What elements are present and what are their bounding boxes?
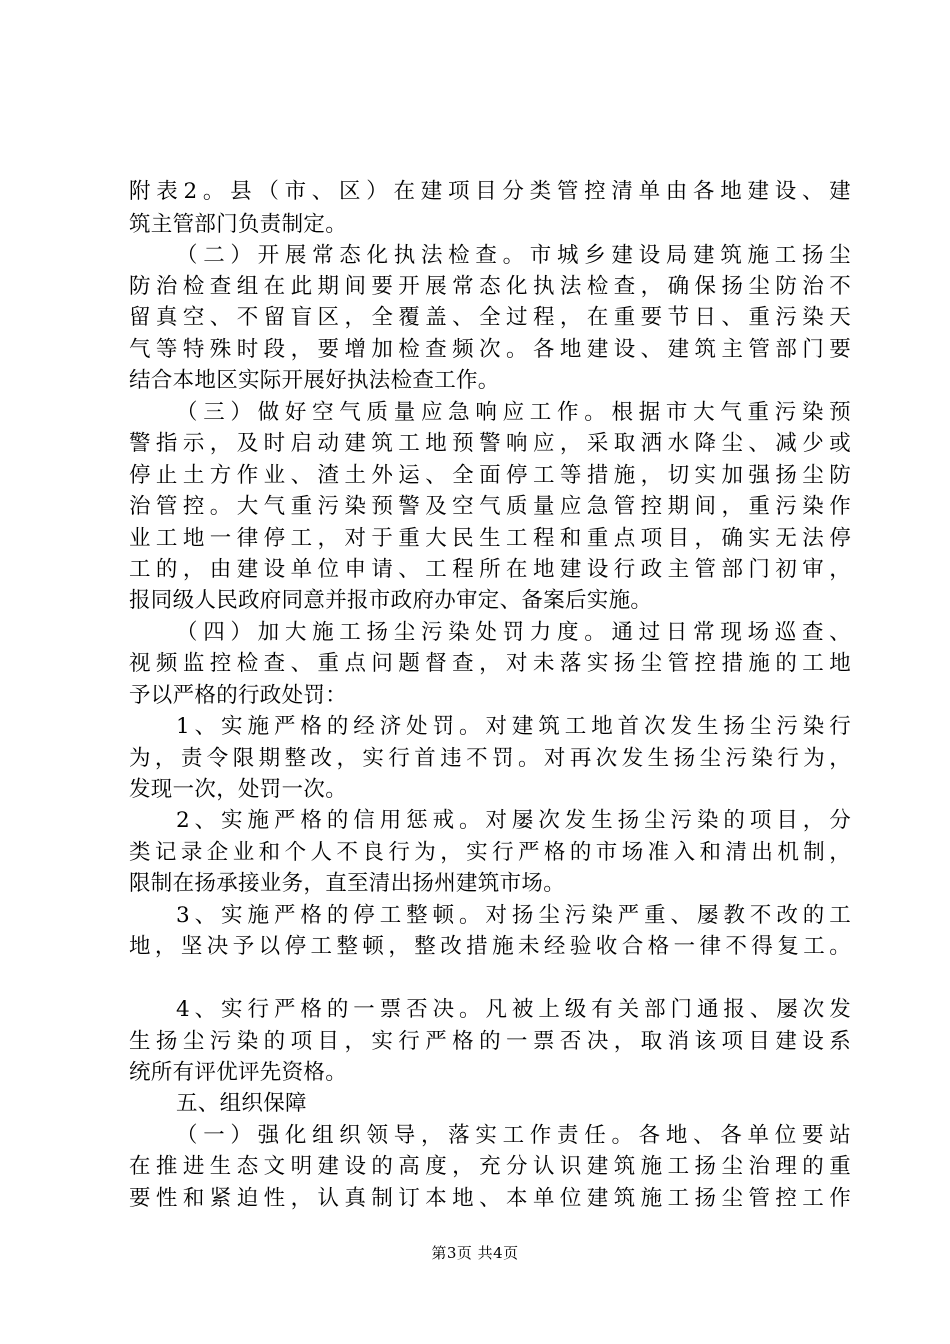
text-line: 统所有评优评先资格。 [129, 1060, 348, 1085]
text-line: 留真空、不留盲区，全覆盖、全过程，在重要节日、重污染天 [129, 305, 851, 330]
section-heading: 五、组织保障 [176, 1091, 307, 1116]
text-line: 为，责令限期整改，实行首违不罚。对再次发生扬尘污染行为， [129, 746, 851, 771]
text-line: 治管控。大气重污染预警及空气质量应急管控期间，重污染作 [129, 494, 851, 519]
page-number-footer: 第3页 共4页 [431, 1244, 519, 1262]
list-item-line: 2、实施严格的信用惩戒。对屡次发生扬尘污染的项目，分 [176, 808, 851, 833]
text-line: 在推进生态文明建设的高度，充分认识建筑施工扬尘治理的重 [129, 1154, 851, 1179]
text-line: 地，坚决予以停工整顿，整改措施未经验收合格一律不得复工。 [129, 934, 851, 959]
paragraph-heading-line: （一）强化组织领导，落实工作责任。各地、各单位要站 [176, 1123, 851, 1148]
list-item-line: 4、实行严格的一票否决。凡被上级有关部门通报、屡次发 [176, 997, 851, 1022]
text-line: 工的，由建设单位申请、工程所在地建设行政主管部门初审， [129, 557, 851, 582]
text-line: 气等特殊时段，要增加检查频次。各地建设、建筑主管部门要 [129, 337, 851, 362]
text-line: 视频监控检查、重点问题督查，对未落实扬尘管控措施的工地 [129, 651, 851, 676]
paragraph-heading-line: （四）加大施工扬尘污染处罚力度。通过日常现场巡查、 [176, 620, 851, 645]
list-item-line: 1、实施严格的经济处罚。对建筑工地首次发生扬尘污染行 [176, 714, 851, 739]
text-line: 附表2。县（市、区）在建项目分类管控清单由各地建设、建 [129, 179, 851, 204]
text-line: 要性和紧迫性，认真制订本地、本单位建筑施工扬尘管控工作 [129, 1186, 851, 1211]
text-line: 予以严格的行政处罚： [129, 683, 348, 708]
text-line: 防治检查组在此期间要开展常态化执法检查，确保扬尘防治不 [129, 274, 851, 299]
text-line: 生扬尘污染的项目，实行严格的一票否决，取消该项目建设系 [129, 1029, 851, 1054]
text-line: 警指示，及时启动建筑工地预警响应，采取洒水降尘、减少或 [129, 431, 851, 456]
text-line: 限制在扬承接业务，直至清出扬州建筑市场。 [129, 871, 566, 896]
text-line: 发现一次，处罚一次。 [129, 777, 348, 802]
text-line: 筑主管部门负责制定。 [129, 212, 348, 237]
paragraph-heading-line: （二）开展常态化执法检查。市城乡建设局建筑施工扬尘 [176, 243, 851, 268]
text-line: 结合本地区实际开展好执法检查工作。 [129, 368, 500, 393]
text-line: 报同级人民政府同意并报市政府办审定、备案后实施。 [129, 588, 653, 613]
text-line: 业工地一律停工，对于重大民生工程和重点项目，确实无法停 [129, 526, 851, 551]
text-line: 类记录企业和个人不良行为，实行严格的市场准入和清出机制， [129, 840, 851, 865]
text-line: 停止土方作业、渣土外运、全面停工等措施，切实加强扬尘防 [129, 463, 851, 488]
list-item-line: 3、实施严格的停工整顿。对扬尘污染严重、屡教不改的工 [176, 903, 851, 928]
paragraph-heading-line: （三）做好空气质量应急响应工作。根据市大气重污染预 [176, 400, 851, 425]
